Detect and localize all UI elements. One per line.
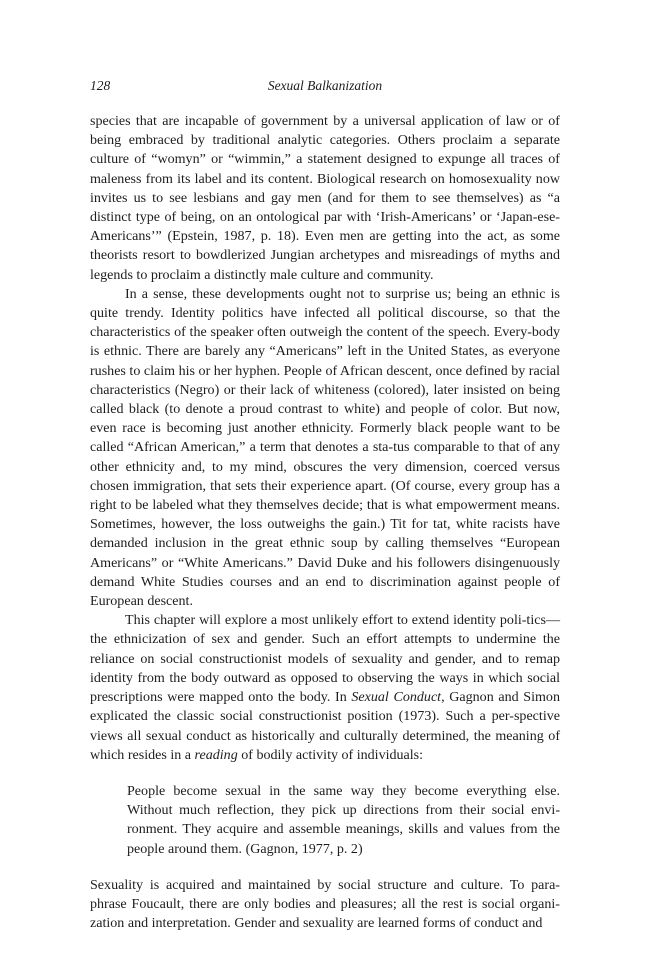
paragraph-3 bbox=[90, 611, 560, 765]
paragraph-2-text: In a sense, these developments ought not to surprise us; being an ethnic is quite trendy. Identity politics have infected all political discourse, so that the characteristics of the speaker often outweigh the content of the speech. Every-body is ethnic. There are barely any “Americans” left in the United States, as everyone rushes to claim his or her hyphen. People of African descent, once defined by racial characteristics (Negro) or their lack of whiteness (colored), later insisted on being called black (to denote a proud contrast to white) and people of color. But now, even race is becoming just another ethnicity. Formerly black people want to be called “African American,” a term that denotes a sta-tus comparable to that of any other ethnicity and, to my mind, obscures the very dimension, coerced versus chosen immigration, that sets their experience apart. (Of course, every group has a right to be labeled what they themselves decide; that is what empowerment means. Sometimes, however, the loss outweighs the gain.) Tit for tat, white racists have demanded inclusion in the great ethnic soup by calling themselves “European Americans” or “White Americans.” David Duke and his followers disingenuously demand White Studies courses and an end to discrimination against people of European descent. bbox=[90, 285, 560, 610]
reading-italic: reading bbox=[194, 746, 238, 763]
body-text bbox=[90, 112, 560, 933]
paragraph-3-text-c: of bodily activity of individuals: bbox=[237, 746, 424, 763]
block-quote-text: People become sexual in the same way they become everything else. Without much reflection, they pick up directions from their social envi-ronment. They acquire and assemble meanings, skills and values from the people around them. (Gagnon, 1977, p. 2) bbox=[127, 782, 560, 857]
running-head bbox=[90, 78, 560, 98]
running-title: Sexual Balkanization bbox=[267, 78, 383, 93]
book-title-italic: Sexual Conduct, bbox=[351, 689, 445, 706]
book-page bbox=[90, 78, 560, 933]
paragraph-3-text-a: This chapter will explore a most unlikely effort to extend identity poli-tics—the ethnicization of sex and gender. Such an effort attempts to undermine the reliance on social constructionist models of sexuality and gender, and to remap identity from the body outward as opposed to observing the ways in which social prescriptions were mapped onto the body. In bbox=[90, 612, 560, 706]
block-quote bbox=[127, 782, 560, 859]
paragraph-2 bbox=[90, 285, 560, 611]
closing-paragraph: Sexuality is acquired and maintained by social structure and culture. To para-phrase Foucault, there are only bodies and pleasures; all the rest is social organi-zation and interpretation. Gender and sexuality are learned forms of conduct and bbox=[90, 876, 560, 932]
page-number: 128 bbox=[90, 78, 111, 93]
paragraph-1-text: species that are incapable of government by a universal application of law or of being embraced by traditional analytic categories. Others proclaim a separate culture of “womyn” or “wimmin,” a statement designed to expunge all traces of maleness from its label and its content. Biological research on homosexuality now invites us to see lesbians and gay men (and for them to see themselves) as “a distinct type of being, on an ontological par with ‘Irish-Americans’ or ‘Japan-ese-Americans’” (Epstein, 1987, p. 18). Even men are getting into the act, as some theorists resort to bowdlerized Jungian archetypes and misreadings of myths and legends to proclaim a distinctly male culture and community. bbox=[90, 113, 560, 283]
paragraph-1 bbox=[90, 112, 560, 285]
paragraph-3-text-b: Gagnon and Simon explicated the classic social constructionist position (1973). Such a per-spective views all sexual conduct as historically and culturally determined, the meaning of which resides in a bbox=[90, 689, 560, 763]
